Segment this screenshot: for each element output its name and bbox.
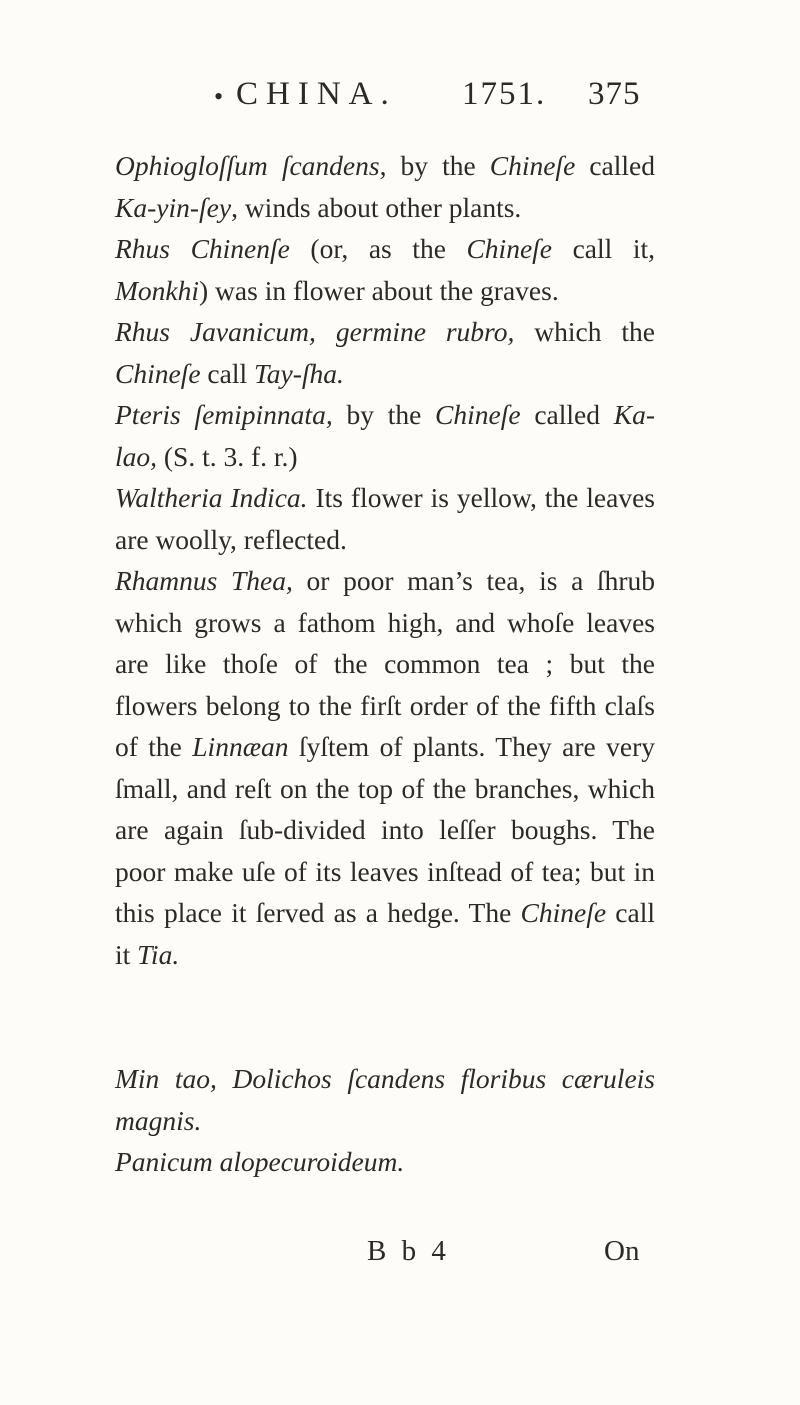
paragraph-min-tao-entry	[115, 1058, 655, 1141]
paragraph-rhamnus-entry	[115, 560, 655, 975]
text-run: ſyſtem of plants. They are very ſmall, and reſt on the top of the branches, which are again ſub-divided into leſſer boughs. The poor make uſe of its leaves inſtead of tea; but in this place it ſerved as a hedge. The	[115, 731, 655, 928]
text-run: (or, as the	[289, 233, 467, 264]
paragraph-waltheria-entry	[115, 477, 655, 560]
italic-term: Rhus Chinenſe	[115, 233, 290, 264]
paragraph-pteris-entry	[115, 394, 655, 477]
italic-term: Ka-yin-ſey	[115, 191, 232, 223]
italic-term: Chineſe	[520, 897, 607, 928]
italic-term: Ophiogloſſum ſcandens	[115, 150, 380, 181]
signature-mark: B b 4	[367, 1235, 450, 1267]
italic-term: Chineſe	[435, 399, 521, 430]
italic-term: Pteris ſemipinnata,	[115, 399, 333, 430]
text-run: call it	[115, 897, 655, 970]
text-run: which the	[514, 316, 655, 347]
header-year: 1751.	[462, 76, 547, 112]
running-title: CHINA.	[236, 76, 397, 112]
italic-term: Waltheria Indica.	[115, 482, 308, 513]
italic-term: Rhus Javanicum, germine rubro,	[115, 316, 515, 347]
page-number: 375	[588, 76, 641, 112]
running-header	[0, 76, 800, 116]
text-run: Its flower is yellow, the leaves are woolly, reflected.	[115, 482, 655, 555]
italic-term: Rhamnus Thea,	[115, 565, 293, 596]
text-run: called	[520, 399, 614, 430]
italic-term: Chineſe	[466, 233, 553, 264]
text-run: (S. t. 3. f. r.)	[157, 440, 298, 472]
text-run: called	[575, 150, 655, 181]
italic-term: Chineſe	[489, 150, 576, 181]
text-run: ) was in flower about the graves.	[199, 274, 559, 306]
italic-term: Monkhi	[115, 274, 200, 306]
text-run: call	[200, 357, 254, 389]
paragraph-rhus-chinense-entry	[115, 228, 655, 311]
paragraph-ophioglossum-entry	[115, 145, 655, 228]
text-run: call it,	[552, 233, 655, 264]
header-ornament: •	[214, 82, 225, 111]
italic-term: Min tao, Dolichos ſcandens floribus cæruleis magnis.	[115, 1063, 655, 1136]
italic-term: Panicum alopecuroideum.	[115, 1146, 405, 1177]
paragraph-panicum-entry	[115, 1141, 655, 1183]
text-run: , winds about other plants.	[231, 191, 522, 223]
italic-term: Chineſe	[115, 357, 201, 389]
italic-term: Tia.	[137, 938, 180, 970]
italic-term: Linnæan	[192, 731, 289, 762]
italic-term: Tay-ſha.	[254, 357, 344, 389]
paragraph-rhus-javanicum-entry	[115, 311, 655, 394]
catchword: On	[604, 1235, 640, 1267]
italic-term: Ka-lao,	[115, 399, 655, 472]
text-run: or poor man’s tea, is a ſhrub which grows a fathom high, and whoſe leaves are like thoſe of the common tea ; but the flowers belong to the firſt order of the fifth claſs of the	[115, 565, 655, 762]
text-run: , by the	[379, 150, 490, 181]
page-footer	[0, 1235, 800, 1275]
text-run: by the	[332, 399, 436, 430]
